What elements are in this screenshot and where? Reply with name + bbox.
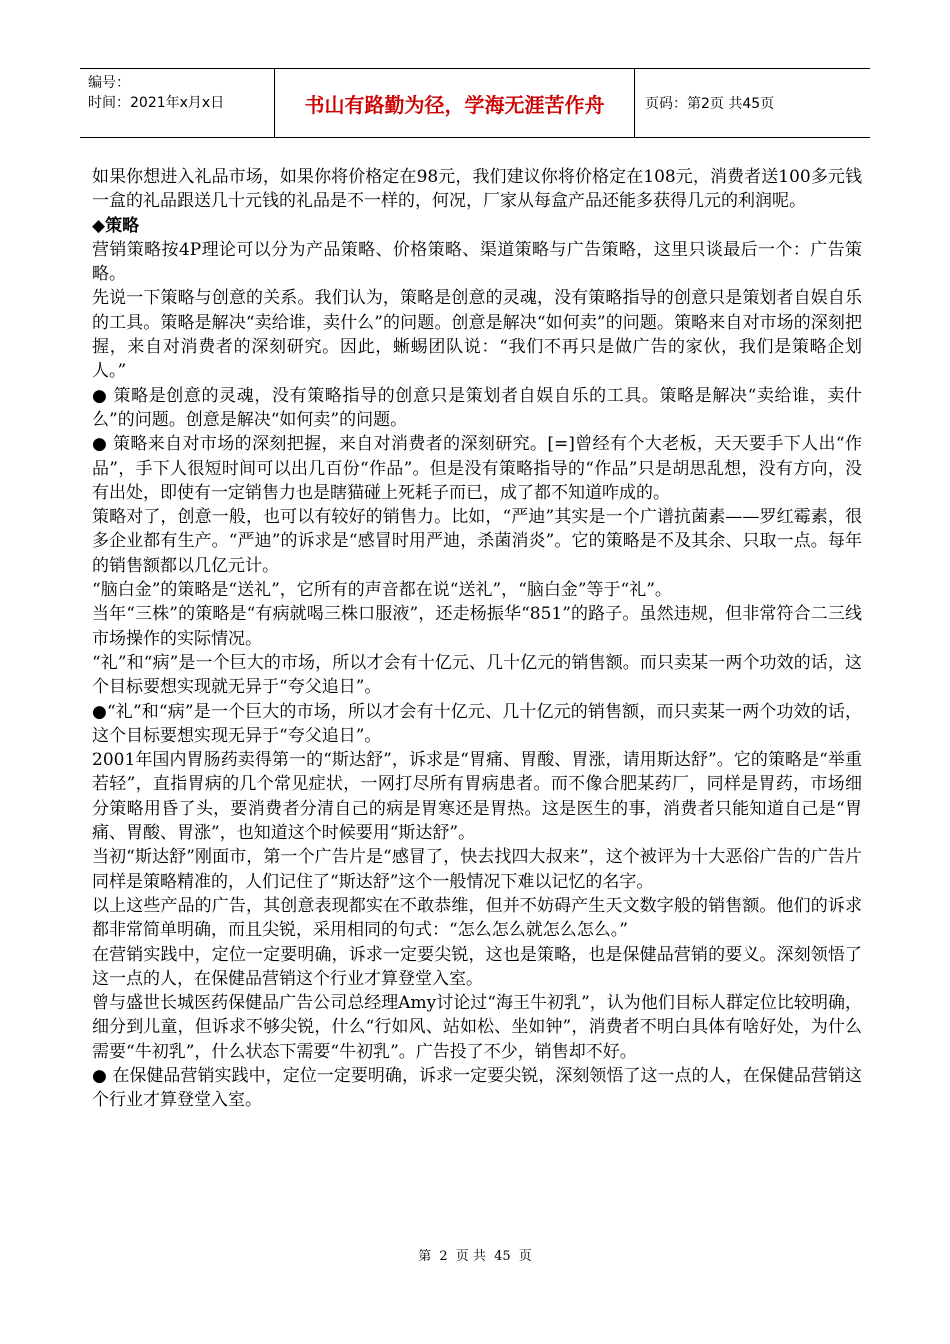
paragraph: 营销策略按4P理论可以分为产品策略、价格策略、渠道策略与广告策略，这里只谈最后一个：广告策略。	[92, 239, 862, 285]
footer-prefix: 第	[418, 1249, 432, 1264]
paragraph: 先说一下策略与创意的关系。我们认为，策略是创意的灵魂，没有策略指导的创意只是策划者自娱自乐的工具。策略是解决“卖给谁，卖什么”的问题。创意是解决“如何卖”的问题。策略来自对市场的深刻把握，来自对消费者的深刻研究。因此，蜥蜴团队说：“我们不再只是做广告的家伙，我们是策略企划人。”	[92, 288, 862, 382]
paragraph: 在营销实践中，定位一定要明确，诉求一定要尖锐，这也是策略，也是保健品营销的要义。深刻领悟了这一点的人，在保健品营销这个行业才算登堂入室。	[92, 944, 862, 989]
paragraph: 曾与盛世长城医药保健品广告公司总经理Amy讨论过“海王牛初乳”，认为他们目标人群定位比较明确，细分到儿童，但诉求不够尖锐，什么“行如风、站如松、坐如钟”，消费者不明白具体有啥好处，为什么需要“牛初乳”，什么状态下需要“牛初乳”。广告投了不少，销售却不好。	[92, 993, 862, 1062]
header-motto: 书山有路勤为径，学海无涯苦作舟	[275, 69, 635, 137]
paragraph: “礼”和“病”是一个巨大的市场，所以才会有十亿元、几十亿元的销售额。而只卖某一两个功效的话，这个目标要想实现就无异于“夸父追日”。	[92, 652, 862, 698]
page-footer	[0, 1245, 950, 1264]
paragraph: 以上这些产品的广告，其创意表现都实在不敢恭维，但并不妨碍产生天文数字般的销售额。他们的诉求都非常简单明确，而且尖锐，采用相同的句式：“怎么怎么就怎么怎么。”	[92, 895, 862, 941]
page-header	[80, 68, 870, 138]
paragraph: 当初“斯达舒”刚面市，第一个广告片是“感冒了，快去找四大叔来”，这个被评为十大恶俗广告的广告片同样是策略精准的，人们记住了“斯达舒”这个一般情况下难以记忆的名字。	[92, 847, 862, 892]
paragraph: “脑白金”的策略是“送礼”，它所有的声音都在说“送礼”，“脑白金”等于“礼”。	[92, 580, 672, 601]
paragraph: 当年“三株”的策略是“有病就喝三株口服液”，还走杨振华“851”的路子。虽然违规，但非常符合二三线市场操作的实际情况。	[92, 604, 862, 649]
paragraph: 2001年国内胃肠药卖得第一的“斯达舒”，诉求是“胃痛、胃酸、胃涨，请用斯达舒”。它的策略是“举重若轻”，直指胃病的几个常见症状，一网打尽所有胃病患者。而不像合肥某药厂，同样是胃药，市场细分策略用昏了头，要消费者分清自己的病是胃寒还是胃热。这是医生的事，消费者只能知道自己是“胃痛、胃酸、胃涨”，也知道这个时候要用“斯达舒”。	[92, 750, 862, 844]
bullet-paragraph: ●“礼”和“病”是一个巨大的市场，所以才会有十亿元、几十亿元的销售额，而只卖某一两个功效的话，这个目标要想实现无异于“夸父追日”。	[92, 701, 862, 746]
paragraph: 如果你想进入礼品市场，如果你将价格定在98元，我们建议你将价格定在108元，消费者送100多元钱一盒的礼品跟送几十元钱的礼品是不一样的，何况，厂家从每盒产品还能多获得几元的利润呢。	[92, 167, 862, 212]
bullet-paragraph: ● 在保健品营销实践中，定位一定要明确，诉求一定要尖锐，深刻领悟了这一点的人，在保健品营销这个行业才算登堂入室。	[92, 1065, 862, 1111]
header-time-label: 时间：2021年x月x日	[88, 95, 225, 111]
header-number-label: 编号：	[88, 75, 130, 91]
bullet-paragraph: ● 策略是创意的灵魂，没有策略指导的创意只是策划者自娱自乐的工具。策略是解决“卖给谁，卖什么”的问题。创意是解决“如何卖”的问题。	[92, 385, 862, 430]
header-meta	[80, 69, 275, 137]
footer-page-number: 2	[439, 1249, 448, 1264]
paragraph: 策略对了，创意一般，也可以有较好的销售力。比如，“严迪”其实是一个广谱抗菌素——罗红霉素，很多企业都有生产。“严迪”的诉求是“感冒时用严迪，杀菌消炎”。它的策略是不及其余、只取一点。每年的销售额都以几亿元计。	[92, 507, 862, 576]
header-page-info: 页码：第2页 共45页	[645, 96, 775, 112]
bullet-paragraph: ● 策略来自对市场的深刻把握，来自对消费者的深刻研究。[=]曾经有个大老板，天天要手下人出“作品”，手下人很短时间可以出几百份“作品”。但是没有策略指导的“作品”只是胡思乱想，没有方向，没有出处，即使有一定销售力也是瞎猫碰上死耗子而已，成了都不知道咋成的。	[92, 434, 862, 503]
footer-total-pages: 45	[494, 1249, 511, 1264]
document-body	[92, 165, 862, 1113]
footer-suffix: 页	[518, 1249, 532, 1264]
footer-middle: 页 共	[455, 1249, 486, 1264]
section-heading-strategy: ◆策略	[92, 215, 140, 236]
